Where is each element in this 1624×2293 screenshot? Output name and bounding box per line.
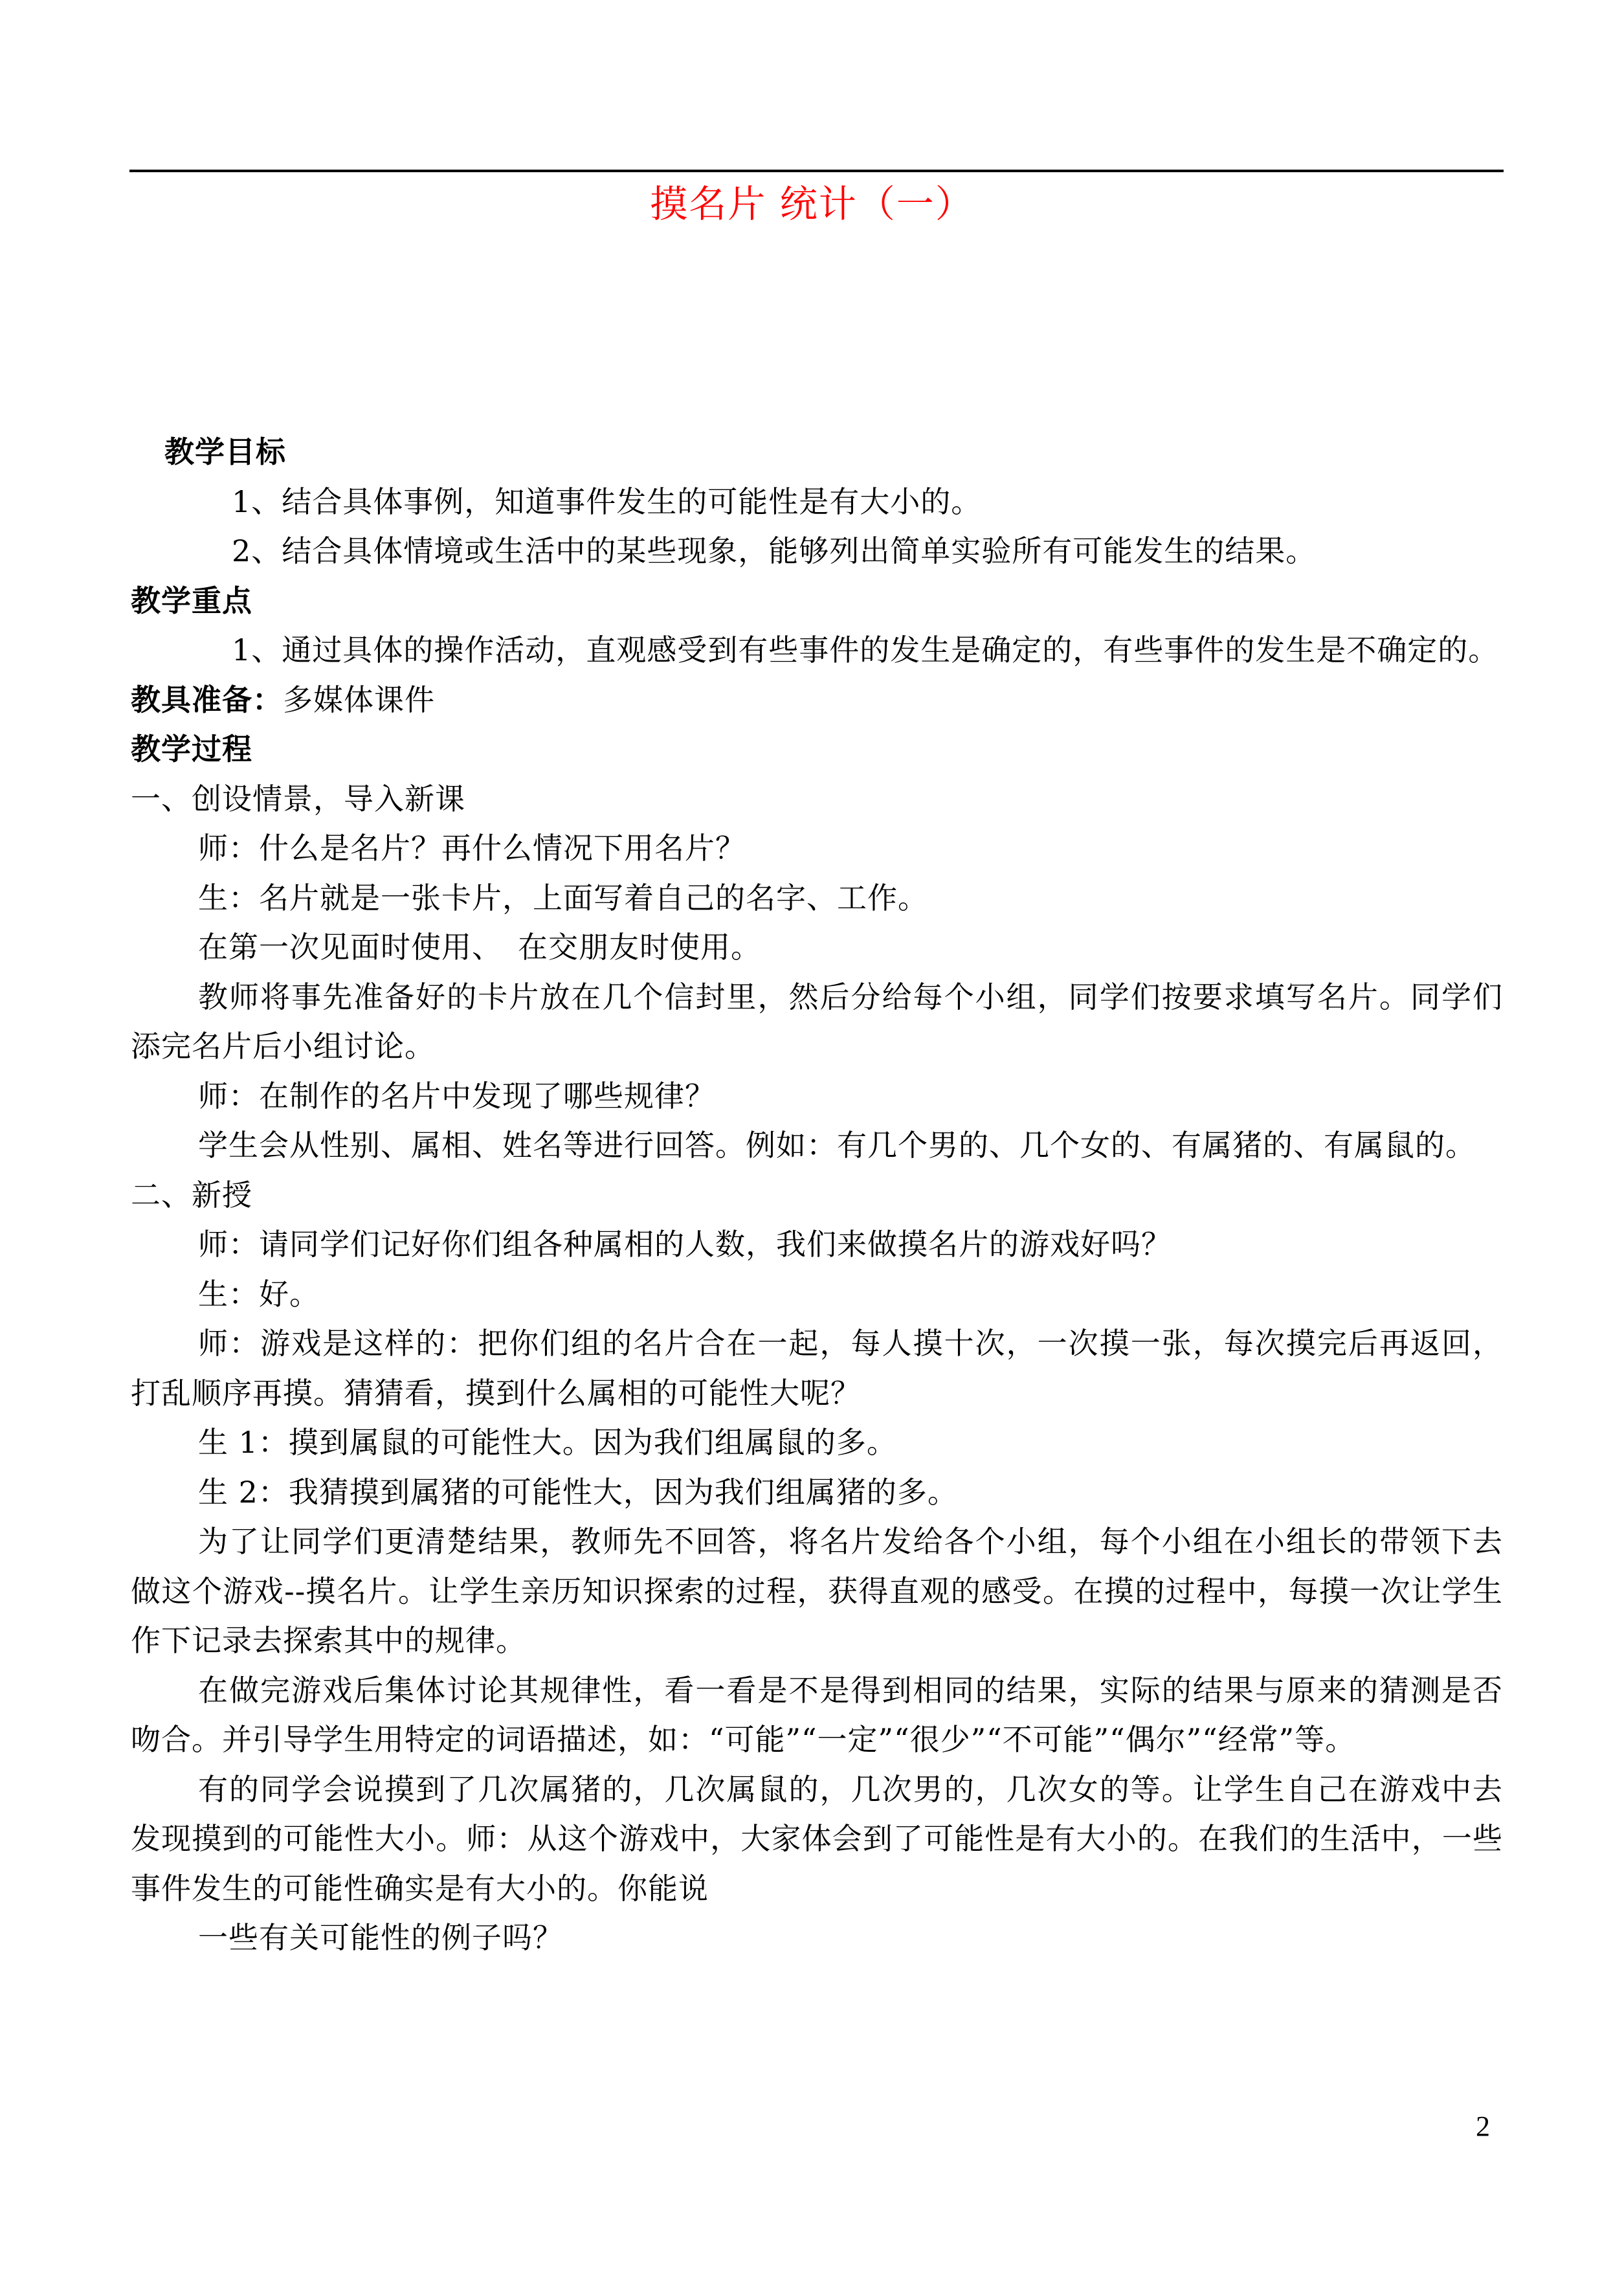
header-rule	[129, 170, 1504, 172]
body-paragraph: 有的同学会说摸到了几次属猪的，几次属鼠的，几次男的，几次女的等。让学生自己在游戏中去发现摸到的可能性大小。师：从这个游戏中，大家体会到了可能性是有大小的。在我们的生活中，一些事件发生的可能性确实是有大小的。你能说	[131, 1771, 1503, 1906]
document-title: 摸名片 统计（一）	[650, 182, 974, 226]
body-paragraph: 师：游戏是这样的：把你们组的名片合在一起，每人摸十次，一次摸一张，每次摸完后再返回，打乱顺序再摸。猜猜看，摸到什么属相的可能性大呢？	[131, 1326, 1503, 1411]
body-paragraph: 学生会从性别、属相、姓名等进行回答。例如：有几个男的、几个女的、有属猪的、有属鼠的。	[198, 1128, 1476, 1163]
key-point-item: 1、通过具体的操作活动，直观感受到有些事件的发生是确定的，有些事件的发生是不确定的。	[232, 632, 1499, 667]
objective-item: 1、结合具体事例，知道事件发生的可能性是有大小的。	[232, 484, 982, 519]
part2-heading: 二、新授	[131, 1177, 252, 1213]
part1-heading: 一、创设情景，导入新课	[131, 781, 465, 816]
dialogue-paragraph: 在第一次见面时使用、 在交朋友时使用。	[198, 930, 761, 965]
materials-value: 多媒体课件	[283, 682, 435, 717]
dialogue-paragraph: 生：名片就是一张卡片，上面写着自己的名字、工作。	[198, 880, 928, 915]
materials-label: 教具准备：	[131, 682, 283, 717]
materials-line	[131, 675, 1503, 725]
dialogue-paragraph: 生 2：我猜摸到属猪的可能性大，因为我们组属猪的多。	[198, 1474, 958, 1510]
body-paragraph: 在做完游戏后集体讨论其规律性，看一看是不是得到相同的结果，实际的结果与原来的猜测是否吻合。并引导学生用特定的词语描述，如：“可能”“一定”“很少”“不可能”“偶尔”“经常”等。	[131, 1672, 1503, 1757]
dialogue-paragraph: 生：好。	[198, 1276, 320, 1312]
body-paragraph: 为了让同学们更清楚结果，教师先不回答，将名片发给各个小组，每个小组在小组长的带领下去做这个游戏--摸名片。让学生亲历知识探索的过程，获得直观的感受。在摸的过程中，每摸一次让学生作下记录去探索其中的规律。	[131, 1524, 1503, 1658]
dialogue-paragraph: 生 1：摸到属鼠的可能性大。因为我们组属鼠的多。	[198, 1425, 897, 1460]
document-body	[131, 427, 1503, 1963]
key-points-heading: 教学重点	[131, 583, 252, 618]
page-number: 2	[1476, 2110, 1490, 2142]
body-paragraph: 一些有关可能性的例子吗？	[198, 1920, 563, 1955]
dialogue-paragraph: 师：请同学们记好你们组各种属相的人数，我们来做摸名片的游戏好吗？	[198, 1227, 1172, 1262]
dialogue-paragraph: 师：在制作的名片中发现了哪些规律？	[198, 1078, 715, 1113]
dialogue-paragraph: 师：什么是名片？再什么情况下用名片？	[198, 831, 746, 866]
body-paragraph: 教师将事先准备好的卡片放在几个信封里，然后分给每个小组，同学们按要求填写名片。同学们添完名片后小组讨论。	[131, 979, 1503, 1064]
objective-item: 2、结合具体情境或生活中的某些现象，能够列出简单实验所有可能发生的结果。	[232, 533, 1317, 568]
process-heading: 教学过程	[131, 732, 252, 766]
objectives-heading: 教学目标	[164, 434, 286, 469]
